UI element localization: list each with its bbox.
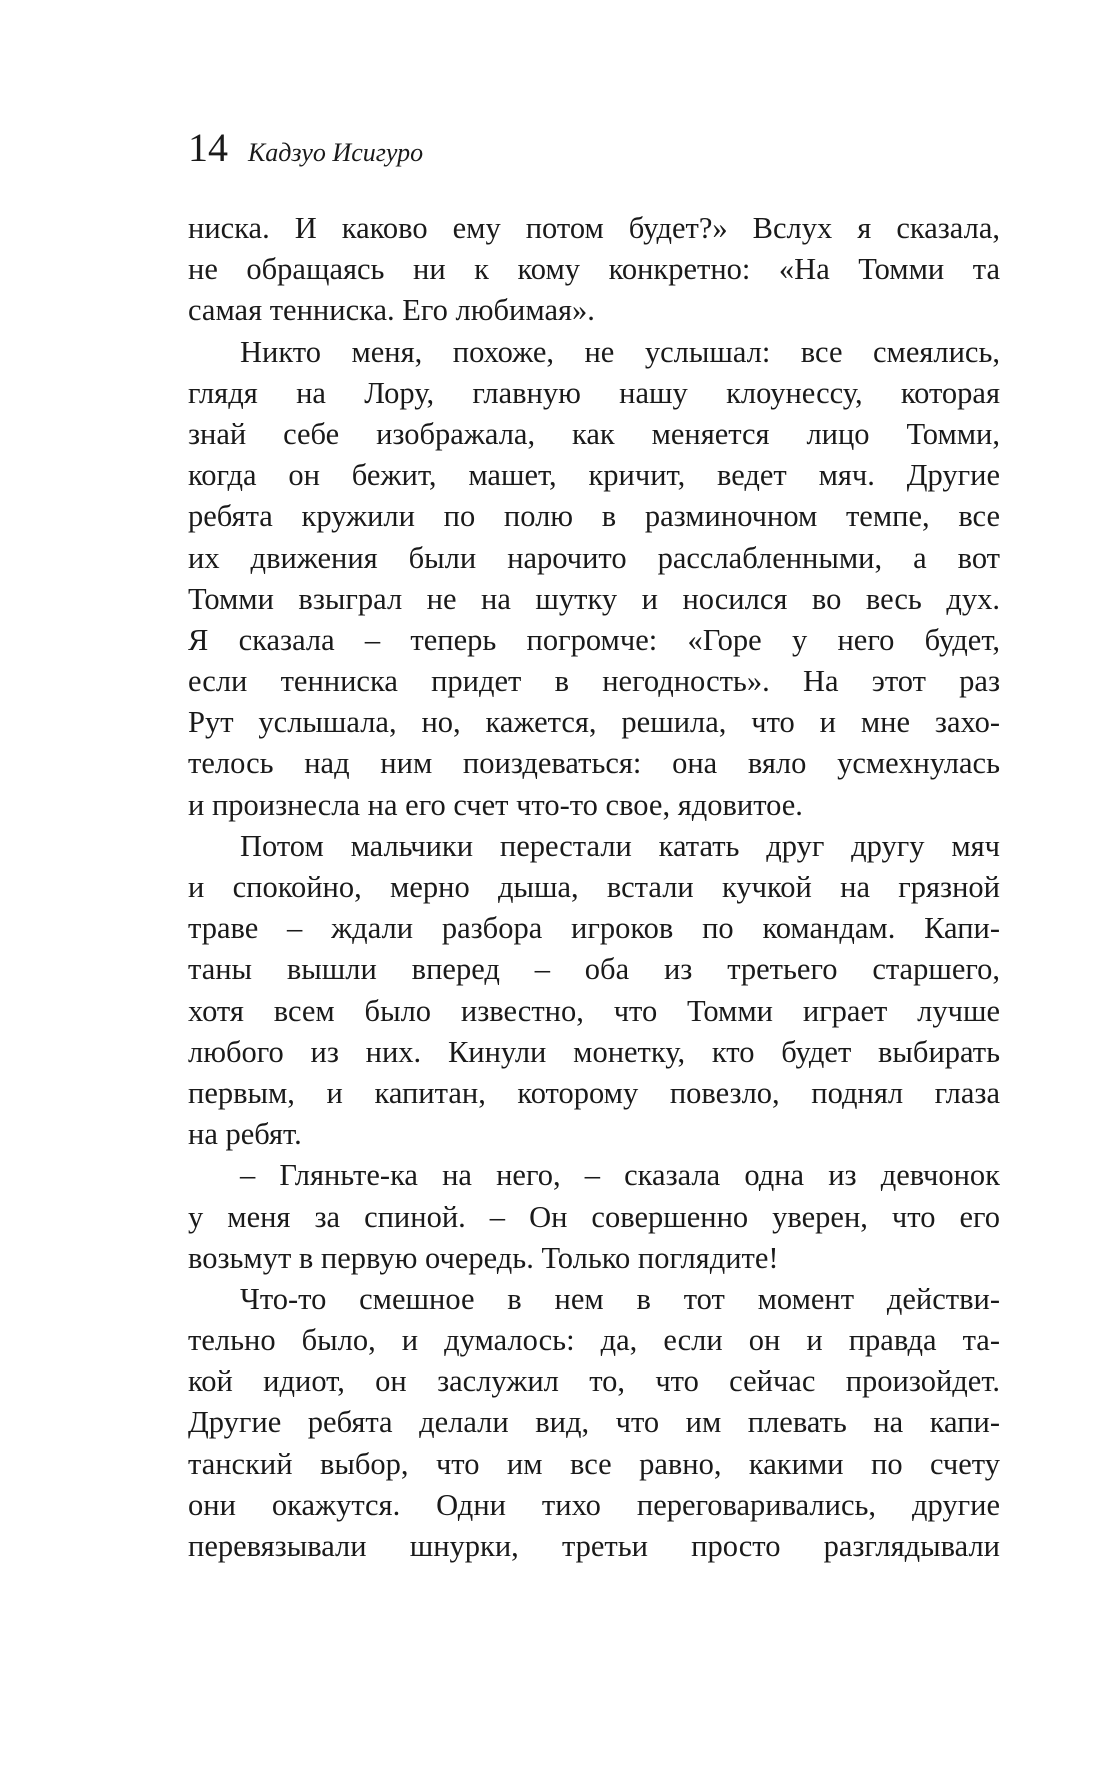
running-head [188,125,424,170]
text-line: Рут услышала, но, кажется, решила, что и мне захо- [188,705,1000,740]
text-line: и произнесла на его счет что-то свое, ядовитое. [188,787,803,822]
text-line: знай себе изображала, как меняется лицо Томми, [188,416,1000,451]
text-line: таны вышли вперед – оба из третьего старшего, [188,952,1000,987]
text-line: Никто меня, похоже, не услышал: все смеялись, [240,334,1000,369]
text-line: Томми взыграл не на шутку и носился во весь дух. [188,581,1000,616]
text-line: не обращаясь ни к кому конкретно: «На Томми та [188,252,1000,287]
text-line: кой идиот, он заслужил то, что сейчас произойдет. [188,1364,1000,1399]
page-number: 14 [188,125,228,170]
text-line: – Гляньте-ка на него, – сказала одна из девчонок [240,1158,1000,1193]
text-line: у меня за спиной. – Он совершенно уверен, что его [188,1199,1000,1234]
text-line: Я сказала – теперь погромче: «Горе у него будет, [188,622,1000,657]
text-line: на ребят. [188,1117,302,1152]
text-line: первым, и капитан, которому повезло, поднял глаза [188,1075,1000,1110]
text-line: когда он бежит, машет, кричит, ведет мяч. Другие [188,458,1000,493]
text-line: возьмут в первую очередь. Только поглядите! [188,1240,779,1275]
text-line: тельно было, и думалось: да, если он и правда та- [188,1323,1000,1358]
text-line: их движения были нарочито расслабленными, а вот [188,540,1000,575]
text-line: траве – ждали разбора игроков по командам. Капи- [188,911,1000,946]
running-head-author: Кадзуо Исигуро [248,138,424,167]
text-line: танский выбор, что им все равно, какими по счету [188,1446,1000,1481]
text-line: телось над ним поиздеваться: она вяло усмехнулась [188,746,1000,781]
text-line: Потом мальчики перестали катать друг другу мяч [240,828,1000,863]
text-line: перевязывали шнурки, третьи просто разглядывали [188,1529,1000,1563]
body-text [188,208,1000,1567]
text-line: любого из них. Кинули монетку, кто будет выбирать [188,1034,1000,1069]
text-line: и спокойно, мерно дыша, встали кучкой на грязной [188,870,1000,904]
text-line: ребята кружили по полю в разминочном темпе, все [188,499,1000,534]
text-line: Другие ребята делали вид, что им плевать на капи- [188,1405,1000,1440]
text-line: они окажутся. Одни тихо переговаривались, другие [188,1487,1000,1522]
text-line: если тенниска придет в негодность». На этот раз [188,664,1000,699]
text-line: ниска. И каково ему потом будет?» Вслух я сказала, [188,211,1000,245]
text-line: глядя на Лору, главную нашу клоунессу, которая [188,375,1000,410]
text-line: Что-то смешное в нем в тот момент действи- [240,1281,1000,1316]
text-line: хотя всем было известно, что Томми играет лучше [188,993,1000,1028]
text-line: самая тенниска. Его любимая». [188,293,595,328]
